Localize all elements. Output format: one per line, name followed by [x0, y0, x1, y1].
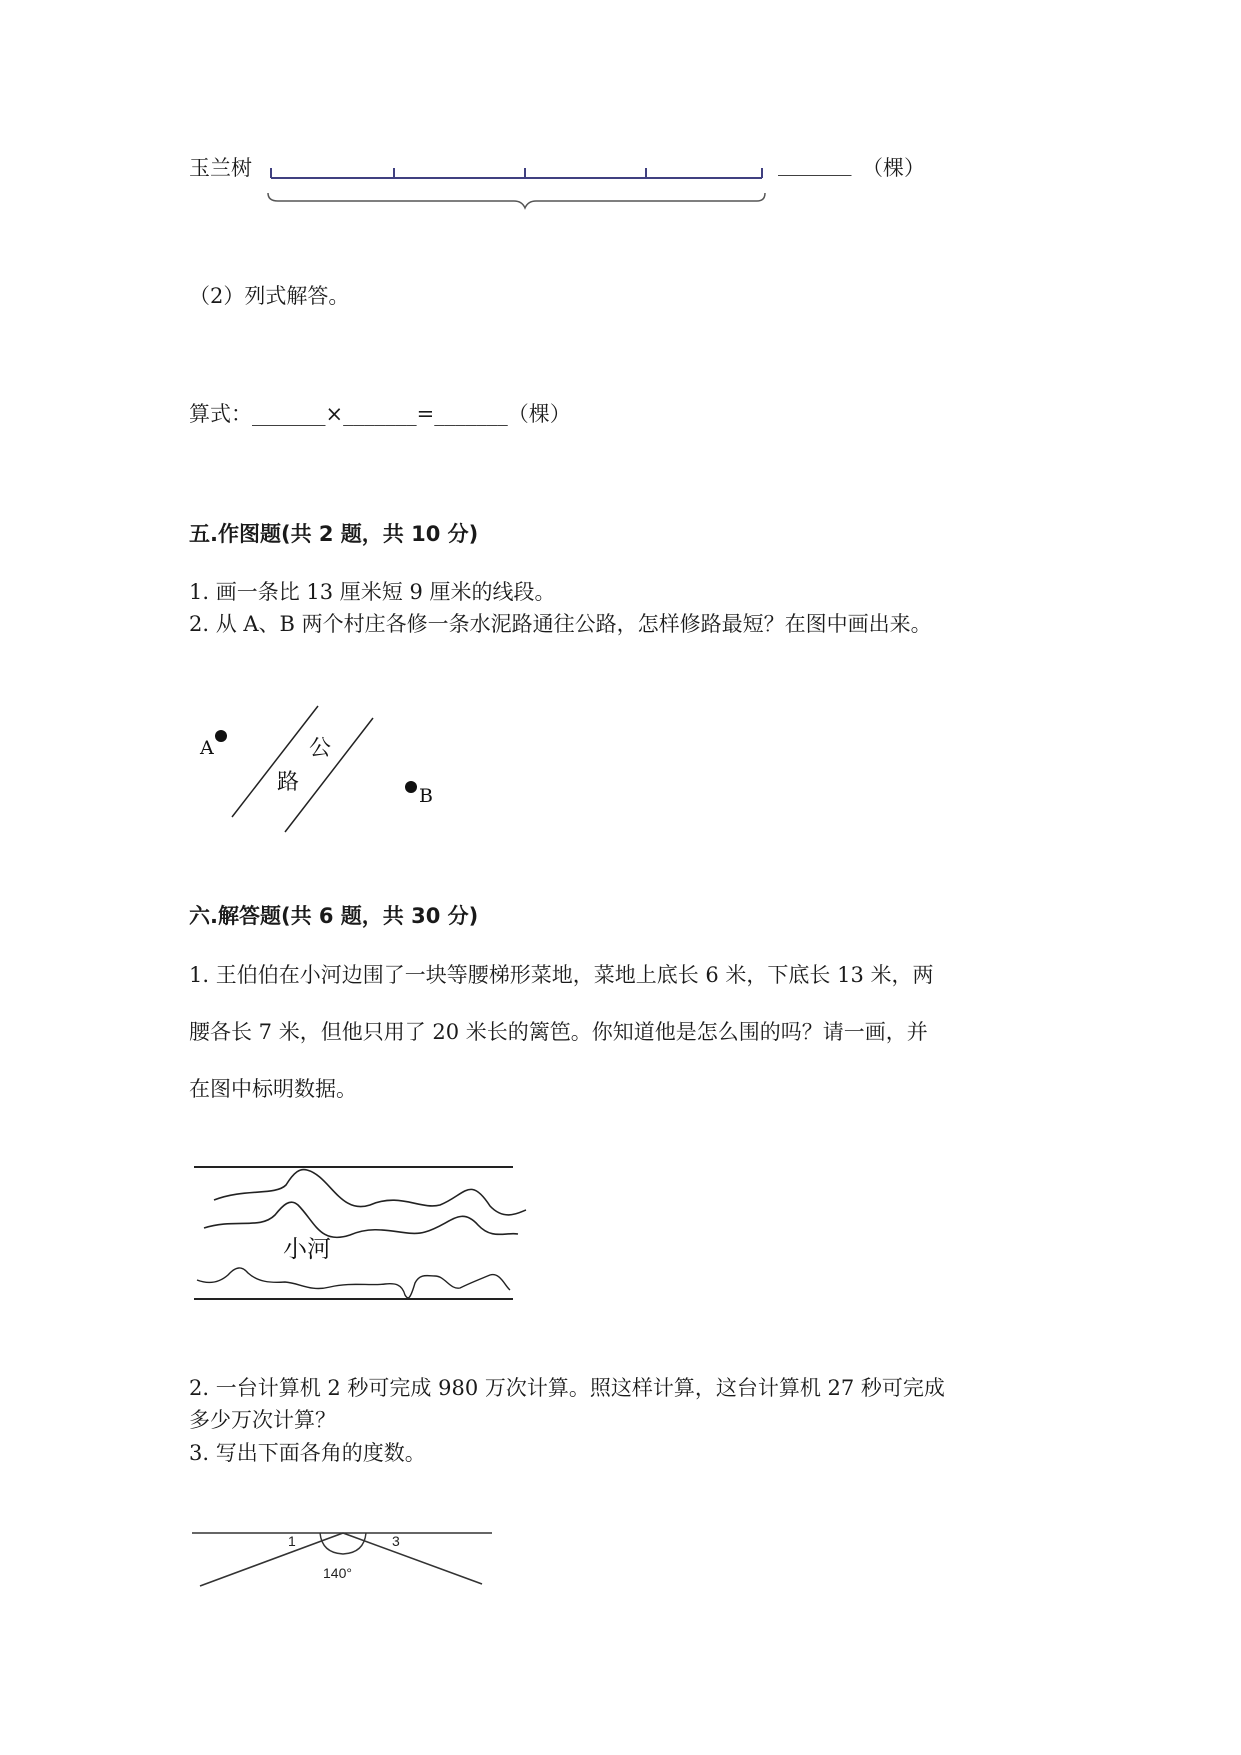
- section6-q1-line1: 1. 王伯伯在小河边围了一块等腰梯形菜地，菜地上底长 6 米，下底长 13 米，两: [189, 963, 934, 987]
- village-a-label: A: [200, 737, 214, 759]
- angle-label-3: 3: [392, 1533, 400, 1549]
- river-label: 小河: [283, 1236, 331, 1263]
- section6-q2-line2: 多少万次计算？: [189, 1408, 336, 1432]
- tree-unit: （棵）: [862, 156, 925, 180]
- section6-q2-line1: 2. 一台计算机 2 秒可完成 980 万次计算。照这样计算，这台计算机 27 秒可完成: [189, 1376, 945, 1400]
- part2-instruction: （2）列式解答。: [189, 284, 350, 308]
- section6-q3: 3. 写出下面各角的度数。: [189, 1441, 426, 1465]
- angle-arc: [320, 1533, 366, 1554]
- section5-q2: 2. 从 A、B 两个村庄各修一条水泥路通往公路，怎样修路最短？在图中画出来。: [189, 612, 932, 636]
- section6-title: 六.解答题(共 6 题，共 30 分): [189, 904, 479, 928]
- angle-label-1: 1: [288, 1533, 296, 1549]
- road-label-2: 路: [277, 770, 300, 795]
- tree-count-blank[interactable]: _______: [778, 152, 852, 176]
- angle-label-140: 140°: [323, 1565, 352, 1581]
- section6-q1-line2: 腰各长 7 米，但他只用了 20 米长的篱笆。你知道他是怎么围的吗？请一画，并: [189, 1020, 928, 1044]
- section5-title: 五.作图题(共 2 题，共 10 分): [189, 522, 479, 546]
- road-label-1: 公: [309, 736, 332, 761]
- section5-q1: 1. 画一条比 13 厘米短 9 厘米的线段。: [189, 580, 556, 604]
- tree-row-label: 玉兰树: [189, 156, 252, 180]
- section6-q1-line3: 在图中标明数据。: [189, 1077, 357, 1101]
- village-b-label: B: [419, 785, 433, 807]
- formula-line: 算式：_______×_______=_______（棵）: [189, 402, 571, 426]
